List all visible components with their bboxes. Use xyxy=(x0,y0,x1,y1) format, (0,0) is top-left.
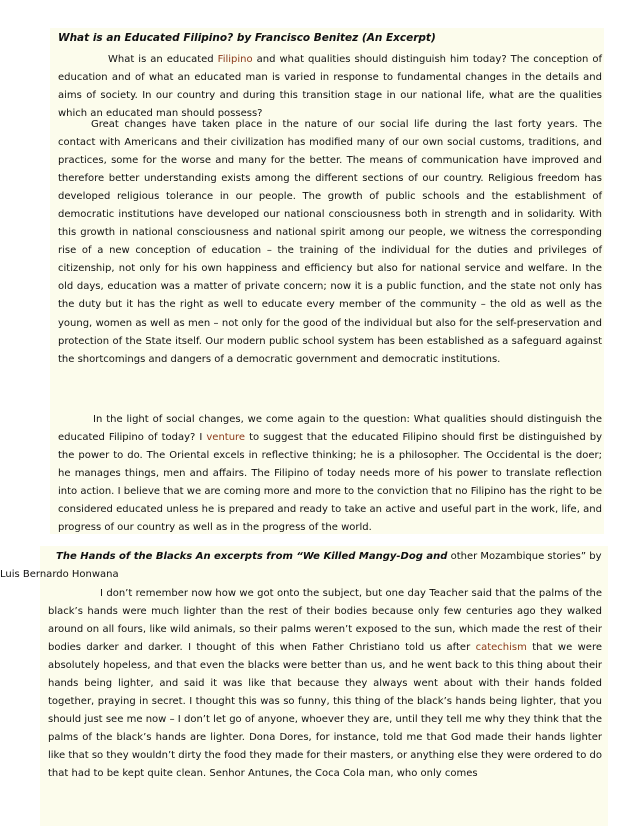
catechism-link[interactable]: catechism xyxy=(475,642,527,654)
filipino-link[interactable]: Filipino xyxy=(217,54,253,65)
excerpt-paragraph-2: Great changes have taken place in the nature of our social life during the last forty years. The contact with Americans and their civilization has modified many of our own social customs, traditions, and practices, some for the worse and many for the better. The means of communication have improved and therefore better understanding exists among the different sections of our country. Religious freedom has developed religious tolerance in our people. The growth of public schools and the establishment of democratic institutions have developed our national consciousness both in strength and in solidarity. With this growth in national consciousness and national spirit among our people, we witness the corresponding rise of a new conception of education – the training of the individual for the duties and privileges of citizenship, not only for his own happiness and efficiency but also for national service and welfare. In the old days, education was a matter of private concern; now it is a public function, and the state not only has the duty but it has the right as well to educate every member of the community – the old as well as the young, women as well as men – not only for the good of the individual but also for the self-preservation and protection of the State itself. Our modern public school system has been established as a safeguard against the shortcomings and dangers of a democratic government and democratic institutions. xyxy=(58,119,602,365)
story-title xyxy=(0,548,620,584)
excerpt-paragraph-3: In the light of social changes, we come again to the question: What qualities should distinguish the educated Filipino of today? I venture to suggest that the educated Filipino should first be distinguished by the power to do. The Oriental excels in reflective thinking; he is a philosopher. The Occidental is the doer; he manages things, men and affairs. The Filipino of today needs more of his power to translate reflection into action. I believe that we are coming more and more to the conviction that no Filipino has the right to be considered educated unless he is prepared and ready to take an active and useful part in the work, life, and progress of our country as well as in the progress of the world. xyxy=(58,414,602,534)
story-title-bold: The Hands of the Blacks An excerpts from “We Killed Mangy-Dog and xyxy=(56,551,448,562)
story-title-rest: other Mozambique stories” by Luis Bernardo Honwana xyxy=(0,551,602,581)
excerpt-paragraph-1: What is an educated Filipino and what qualities should distinguish him today? The conception of education and of what an educated man is varied in response to fundamental changes in the details and aims of society. In our country and during this transition stage in our national life, what are the qualities which an educated man should possess? xyxy=(58,54,603,120)
venture-link[interactable]: venture xyxy=(206,432,246,444)
story-paragraph: I don’t remember now how we got onto the subject, but one day Teacher said that the palms of the black’s hands were much lighter than the rest of their bodies because only few centuries ago they walked around on all fours, like wild animals, so their palms weren’t exposed to the sun, which made the rest of their bodies darker and darker. I thought of this when Father Christiano told us after catechism that we were absolutely hopeless, and that even the blacks were better than us, and he went back to this thing about their hands being lighter, and said it was like that because they always went about with their hands folded together, praying in secret. I thought this was so funny, this thing of the black’s hands being lighter, that you should just see me now – I don’t let go of anyone, whoever they are, until they tell me why they think that the palms of the black’s hands are lighter. Dona Dores, for instance, told me that God made their hands lighter like that so they wouldn’t dirty the food they made for their masters, or anything else they were ordered to do that had to be kept quite clean. Senhor Antunes, the Coca Cola man, who only comes xyxy=(48,588,602,780)
excerpt-title: What is an Educated Filipino? by Francisco Benitez (An Excerpt) xyxy=(58,32,436,44)
